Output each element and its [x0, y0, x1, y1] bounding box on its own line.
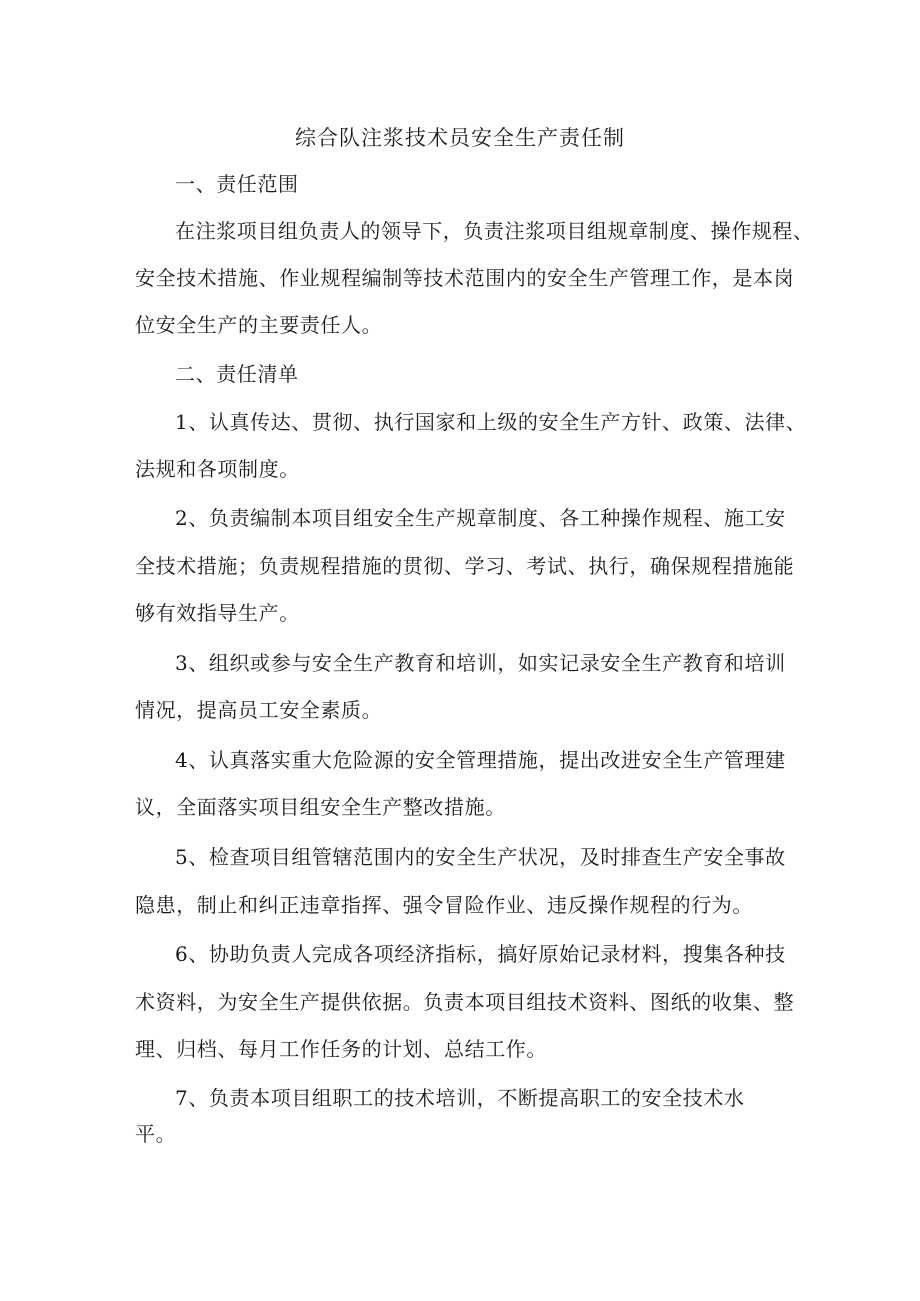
- section-heading-scope: 一、责任范围: [175, 172, 299, 196]
- paragraph-line: 安全技术措施、作业规程编制等技术范围内的安全生产管理工作，是本岗: [135, 266, 795, 290]
- list-item-line: 够有效指导生产。: [135, 601, 300, 625]
- list-item-line: 1、认真传达、贯彻、执行国家和上级的安全生产方针、政策、法律、: [175, 410, 807, 434]
- list-item-line: 4、认真落实重大危险源的安全管理措施，提出改进安全生产管理建: [175, 748, 786, 772]
- document-title: 综合队注浆技术员安全生产责任制: [295, 126, 625, 150]
- list-item-line: 3、组织或参与安全生产教育和培训，如实记录安全生产教育和培训: [175, 651, 786, 675]
- list-item-line: 5、检查项目组管辖范围内的安全生产状况，及时排查生产安全事故: [175, 845, 786, 869]
- paragraph-line: 在注浆项目组负责人的领导下，负责注浆项目组规章制度、操作规程、: [175, 219, 814, 243]
- list-item-line: 平。: [135, 1122, 177, 1146]
- list-item-line: 议，全面落实项目组安全生产整改措施。: [135, 795, 506, 819]
- list-item-line: 全技术措施；负责规程措施的贯彻、学习、考试、执行，确保规程措施能: [135, 554, 795, 578]
- section-heading-list: 二、责任清单: [175, 362, 299, 386]
- paragraph-line: 位安全生产的主要责任人。: [135, 313, 383, 337]
- list-item-line: 隐患，制止和纠正违章指挥、强令冒险作业、违反操作规程的行为。: [135, 893, 753, 917]
- list-item-line: 法规和各项制度。: [135, 457, 300, 481]
- list-item-line: 情况，提高员工安全素质。: [135, 698, 383, 722]
- list-item-line: 6、协助负责人完成各项经济指标，搞好原始记录材料，搜集各种技: [175, 942, 786, 966]
- list-item-line: 2、负责编制本项目组安全生产规章制度、各工种操作规程、施工安: [175, 506, 786, 530]
- list-item-line: 7、负责本项目组职工的技术培训，不断提高职工的安全技术水: [175, 1086, 745, 1110]
- list-item-line: 理、归档、每月工作任务的计划、总结工作。: [135, 1037, 547, 1061]
- list-item-line: 术资料，为安全生产提供依据。负责本项目组技术资料、图纸的收集、整: [135, 990, 795, 1014]
